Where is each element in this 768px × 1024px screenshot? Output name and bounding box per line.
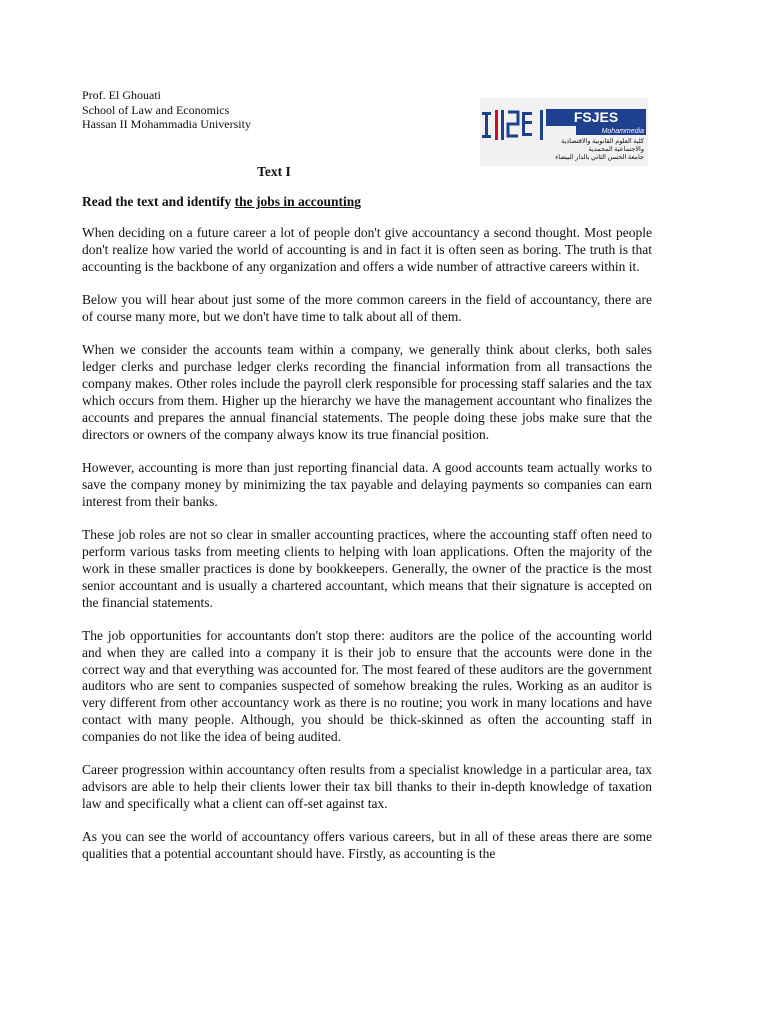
- logo-subtitle: Mohammedia: [601, 128, 644, 135]
- instruction: [82, 194, 361, 210]
- school-name: School of Law and Economics: [82, 102, 230, 117]
- paragraph: Career progression within accountancy often results from a specialist knowledge in a particular area, tax advisors are able to help their clients lower their tax bill thanks to their in-depth knowledge of taxation law and specifically what a client can off-set against tax.: [82, 762, 652, 812]
- logo-arabic-line3: جامعة الحسن الثاني بالدار البيضاء: [555, 154, 644, 161]
- text-body: [82, 225, 652, 879]
- paragraph: However, accounting is more than just reporting financial data. A good accounts team actually works to save the company money by minimizing the tax payable and delaying payments so companies can earn interest from their banks.: [82, 459, 652, 509]
- logo-arabic-line1: كلية العلوم القانونية والاقتصادية: [560, 138, 644, 145]
- paragraph: These job roles are not so clear in smaller accounting practices, where the accounting staff often need to perform various tasks from meeting clients to helping with loan applications. Often the majority of the work in these smaller practices is done by bookkeepers. Generally, the owner of the practice is the most senior accountant and is usually a chartered accountant, which means that their signature is accepted on the financial statements.: [82, 526, 652, 610]
- university-logo: [480, 98, 648, 166]
- author-name: Prof. El Ghouati: [82, 88, 161, 102]
- logo-acronym: FSJES: [573, 109, 619, 125]
- instruction-prefix: Read the text and identify: [82, 194, 235, 209]
- author-header: [82, 88, 251, 132]
- paragraph: When we consider the accounts team within a company, we generally think about clerks, both sales ledger clerks and purchase ledger clerks recording the financial information from all transactions the company makes. Other roles include the payroll clerk responsible for processing staff salaries and the tax which occurs from them. Higher up the hierarchy we have the management accountant who finalizes the accounts and prepares the annual financial statements. The people doing these jobs make sure that the directors or owners of the company always know its true financial position.: [82, 342, 652, 442]
- paragraph: Below you will hear about just some of the more common careers in the field of accountancy, there are of course many more, but we don't have time to talk about all of them.: [82, 292, 652, 324]
- document-title-row: [0, 164, 768, 180]
- paragraph: The job opportunities for accountants don't stop there: auditors are the police of the accounting world and when they are called into a company it is their job to ensure that the accounts were done in the correct way and that everything was accounted for. The most feared of these auditors are the government auditors who are sent to companies suspected of somehow breaking the rules. Working as an auditor is very different from other accountancy work as there is no routine; you work in many locations and have contact with many people. Although, you should be thick-skinned as often the accounting staff in companies do not like the idea of being audited.: [82, 627, 652, 745]
- university-name: Hassan II Mohammadia University: [82, 117, 251, 131]
- paragraph: When deciding on a future career a lot of people don't give accountancy a second thought. Most people don't realize how varied the world of accounting is and in fact it is often seen as boring. The truth is that accounting is the backbone of any organization and offers a wide number of attractive careers within it.: [82, 225, 652, 274]
- document-title: Text I: [257, 164, 291, 179]
- paragraph: As you can see the world of accountancy offers various careers, but in all of these areas there are some qualities that a potential accountant should have. Firstly, as accounting is the: [82, 829, 652, 862]
- instruction-underlined: the jobs in accounting: [234, 194, 362, 209]
- logo-arabic-line2: والاجتماعية المحمدية: [588, 146, 644, 153]
